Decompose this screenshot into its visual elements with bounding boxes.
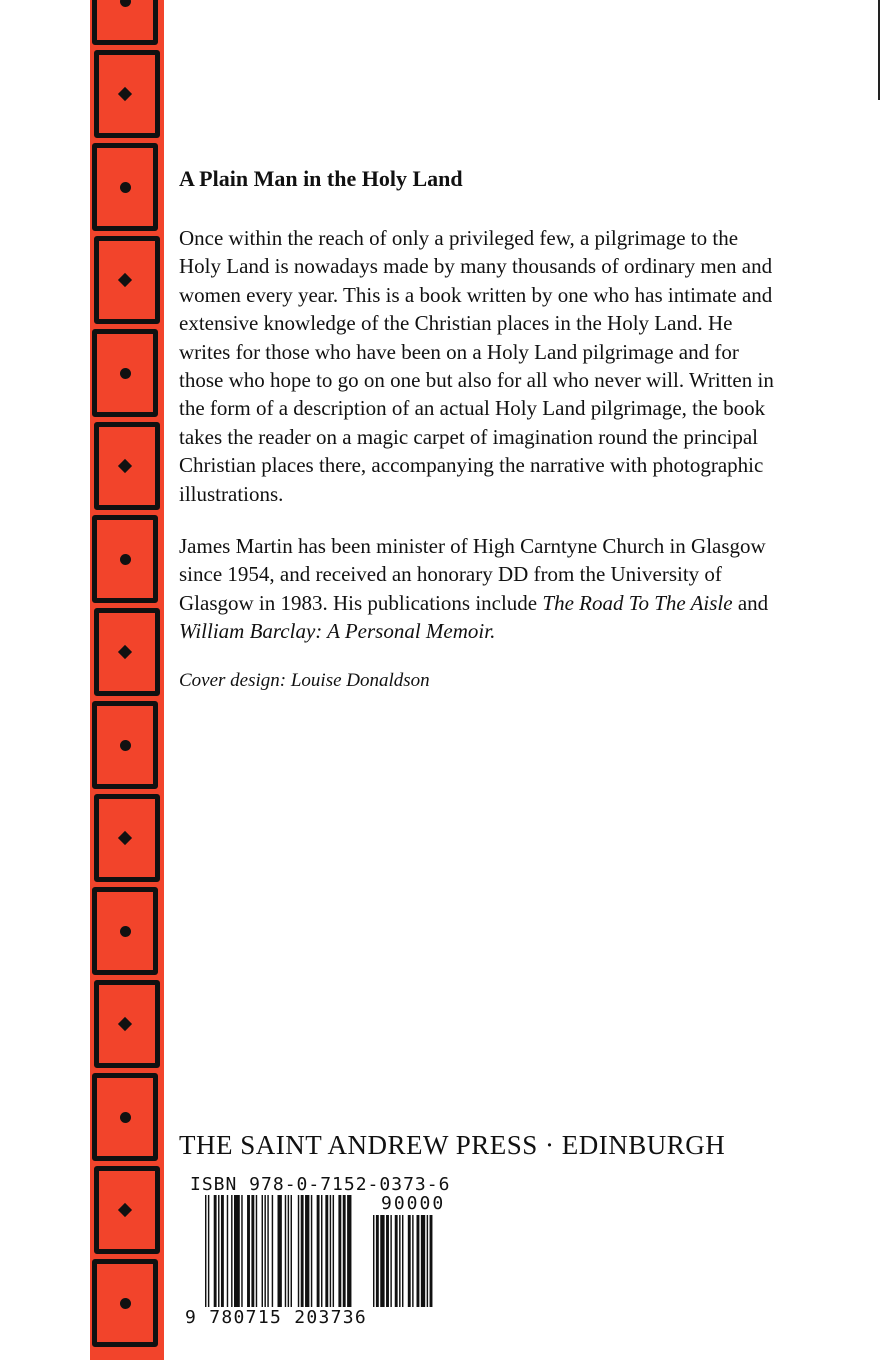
barcode-bar [305, 1195, 309, 1307]
conjunction: and [732, 590, 769, 615]
barcode-bar [208, 1195, 209, 1307]
barcode-bar [278, 1195, 282, 1307]
barcode-bar [247, 1195, 250, 1307]
stripe-dot [120, 740, 131, 751]
author-bio [179, 532, 779, 646]
barcode-bar [333, 1195, 334, 1307]
barcode-bar [272, 1195, 273, 1307]
addon-bar [395, 1215, 398, 1307]
addon-digits: 90000 [381, 1193, 446, 1214]
barcode-bar [262, 1195, 263, 1307]
barcode-bar [298, 1195, 299, 1307]
barcode-bar [234, 1195, 240, 1307]
stripe-dot [120, 368, 131, 379]
barcode-bar [317, 1195, 320, 1307]
publisher-imprint: THE SAINT ANDREW PRESS · EDINBURGH [179, 1130, 726, 1160]
publication-title-1: The Road To The Aisle [542, 590, 733, 615]
addon-bar [399, 1215, 400, 1307]
barcode-bar [264, 1195, 265, 1307]
blurb-paragraph: Once within the reach of only a privileged few, a pilgrimage to the Holy Land is nowadays made by many thousands of ordinary men and women every year. This is a book written by one who has intimate and extensive knowledge of the Christian places in the Holy Land. He writes for those who have been on a Holy Land pilgrimage and for those who hope to go on one but also for all who never will. Written in the form of a description of an actual Holy Land pilgrimage, the book takes the reader on a magic carpet of imagination round the principal Christian places there, accompanying the narrative with photographic illustrations. [179, 226, 774, 506]
addon-bar [430, 1215, 433, 1307]
stripe-dot [120, 182, 131, 193]
ean-digits: 9 780715 203736 [185, 1307, 368, 1328]
addon-bar [427, 1215, 428, 1307]
barcode-bar [347, 1195, 351, 1307]
barcode-bar [338, 1195, 341, 1307]
barcode-bar [221, 1195, 224, 1307]
publication-title-2: William Barclay: A Personal Memoir. [179, 619, 496, 644]
barcode-bar [241, 1195, 242, 1307]
addon-bar [373, 1215, 374, 1307]
barcode-bar [267, 1195, 268, 1307]
stripe-dot [120, 1298, 131, 1309]
barcode-bar [214, 1195, 217, 1307]
addon-bar [380, 1215, 384, 1307]
stripe-dot [120, 1112, 131, 1123]
barcode-bar [325, 1195, 328, 1307]
addon-bar [376, 1215, 379, 1307]
barcode-bar [301, 1195, 304, 1307]
book-title: A Plain Man in the Holy Land [179, 166, 463, 191]
barcode [185, 1195, 460, 1335]
barcode-bar [288, 1195, 289, 1307]
barcode-bar [256, 1195, 257, 1307]
addon-bar [402, 1215, 403, 1307]
barcode-bar [311, 1195, 312, 1307]
addon-bar [408, 1215, 411, 1307]
barcode-bar [330, 1195, 331, 1307]
barcode-bar [227, 1195, 228, 1307]
barcode-bar [321, 1195, 322, 1307]
edge-line [878, 0, 880, 100]
addon-bar [412, 1215, 413, 1307]
cover-credit: Cover design: Louise Donaldson [179, 669, 430, 691]
barcode-bar [231, 1195, 232, 1307]
stripe-dot [120, 926, 131, 937]
barcode-bar [218, 1195, 219, 1307]
barcode-bar [343, 1195, 346, 1307]
addon-bar [386, 1215, 389, 1307]
addon-bar [421, 1215, 425, 1307]
barcode-bar [251, 1195, 254, 1307]
barcode-bar [205, 1195, 206, 1307]
isbn-label: ISBN 978-0-7152-0373-6 [190, 1174, 451, 1195]
addon-barcode [373, 1215, 453, 1307]
barcode-bar [285, 1195, 286, 1307]
addon-bar [390, 1215, 391, 1307]
author-bio-text: James Martin has been minister of High Carntyne Church in Glasgow since 1954, and received an honorary DD from the University of Glasgow in 1983. His publications include [179, 534, 766, 615]
stripe-dot [120, 554, 131, 565]
ean-barcode [205, 1195, 365, 1307]
back-cover-text [179, 164, 779, 692]
addon-bar [417, 1215, 420, 1307]
barcode-bar [291, 1195, 292, 1307]
